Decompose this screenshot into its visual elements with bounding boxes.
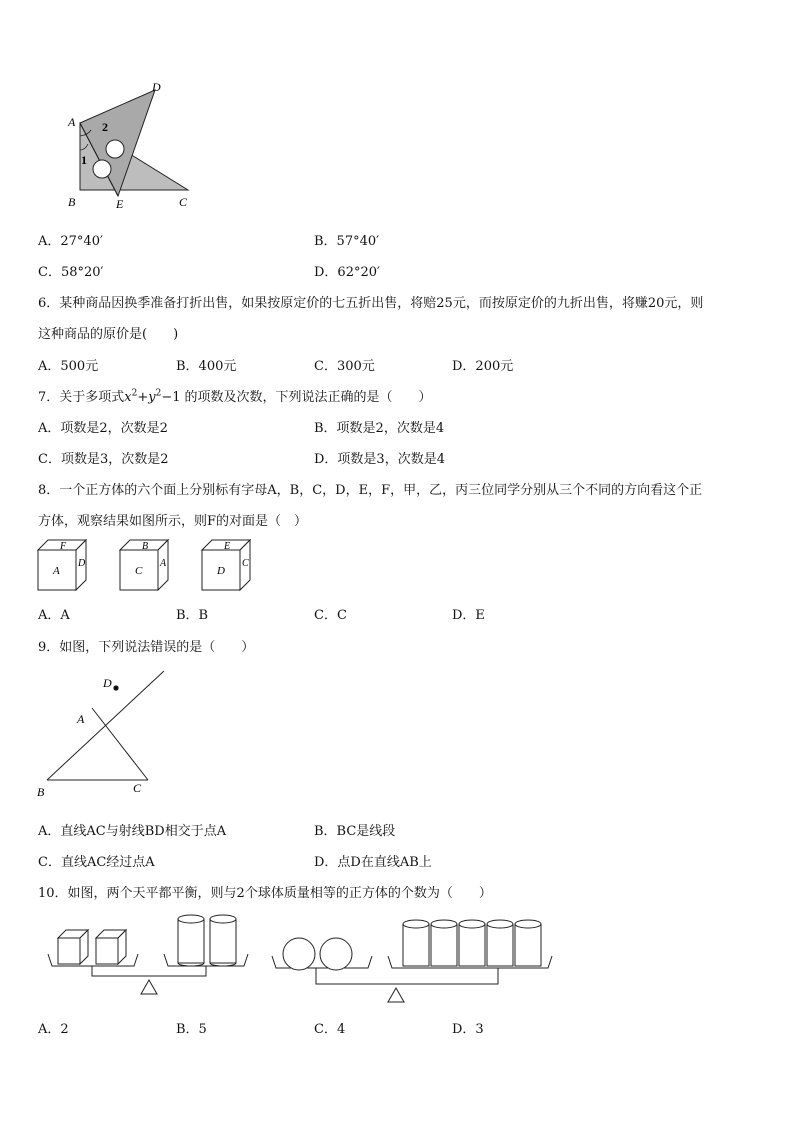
q8-cube3-front: D [217,565,225,577]
q8-stem-line2: 方体，观察结果如图所示，则F的对面是（ ） [38,514,308,529]
q5-label-E: E [116,197,124,211]
q6-option-d[interactable]: D．200元 [452,359,514,374]
q10-option-b[interactable]: B．5 [176,1022,207,1037]
q7-minus-one: −1 [161,390,181,405]
q7-exp-1: 2 [131,388,138,399]
q9-option-a[interactable]: A．直线AC与射线BD相交于点A [38,824,227,839]
q6-option-c[interactable]: C．300元 [314,359,375,374]
q10-cylinder-3 [403,920,429,966]
q7-option-a[interactable]: A．项数是2，次数是2 [38,421,168,436]
q7-option-d[interactable]: D．项数是3，次数是4 [314,452,445,467]
q5-label-D: D [152,80,161,94]
q7-exp-2: 2 [155,388,162,399]
q10-sphere-2 [320,938,352,970]
q5-option-b[interactable]: B．57°40′ [314,234,380,249]
q7-stem-pre: 7．关于多项式 [38,390,125,405]
q5-label-C: C [179,195,188,209]
q8-cube2-front: C [135,565,143,577]
q8-option-b[interactable]: B．B [176,608,209,623]
q8-cube1-top: F [60,541,67,552]
q10-cylinder-4 [431,920,457,966]
q10-cube-2 [96,930,126,964]
q8-cube2-top: B [142,541,149,552]
q10-cylinder-5 [459,920,485,966]
q10-option-d[interactable]: D．3 [452,1022,484,1037]
q9-stem: 9．如图，下列说法错误的是（ ） [38,640,255,655]
q5-label-B: B [68,195,76,209]
q9-option-c[interactable]: C．直线AC经过点A [38,855,155,870]
q6-stem-line1: 6．某种商品因换季准备打折出售，如果按原定价的七五折出售，将赔25元，而按原定价的九折出售，将赚20元，则 [38,296,704,311]
q8-cube-3 [202,540,250,590]
q9-option-b[interactable]: B．BC是线段 [314,824,396,839]
q10-balance-2 [268,908,558,1004]
q9-label-C: C [133,781,142,795]
q10-balance-1 [44,908,254,1000]
q8-cube1-front: A [53,565,60,577]
q8-cube3-right: C [242,558,249,569]
q5-option-d[interactable]: D．62°20′ [314,265,380,280]
q10-cylinder-7 [515,920,541,966]
q7-plus: + [137,390,149,405]
q7-option-c[interactable]: C．项数是3，次数是2 [38,452,169,467]
q10-cube-1 [58,930,88,964]
q8-stem-line1: 8．一个正方体的六个面上分别标有字母A，B，C，D，E，F，甲，乙，丙三位同学分别从三个不同的方向看这个正 [38,483,703,498]
q9-label-D: D [103,676,112,690]
q8-cube-2 [120,540,168,590]
q5-label-A: A [68,115,76,129]
q10-cylinder-1 [178,915,204,966]
q7-var-x: x [124,390,132,405]
q7-stem-post: 的项数及次数，下列说法正确的是（ ） [184,390,432,405]
q5-option-a[interactable]: A．27°40′ [38,234,103,249]
q8-option-d[interactable]: D．E [452,608,485,623]
q8-cube3-top: E [224,541,231,552]
q8-cube-1 [38,540,86,590]
q8-cubes-figure [36,536,266,594]
q9-label-B: B [37,785,45,799]
q5-triangle-figure [55,78,215,213]
q10-cylinder-2 [210,915,236,966]
q8-cube2-right: A [160,558,167,569]
q8-option-a[interactable]: A．A [38,608,70,623]
q7-var-y: y [148,390,156,405]
q6-stem-line2: 这种商品的原价是( ) [38,327,179,342]
q5-label-n2: 2 [102,120,108,134]
q5-label-n1: 1 [81,153,87,167]
q9-triangle-figure [34,668,184,803]
q10-cylinder-6 [487,920,513,966]
q6-option-a[interactable]: A．500元 [38,359,99,374]
q7-stem [38,386,432,405]
q10-option-a[interactable]: A．2 [38,1022,69,1037]
q9-option-d[interactable]: D．点D在直线AB上 [314,855,432,870]
q8-option-c[interactable]: C．C [314,608,347,623]
q6-option-b[interactable]: B．400元 [176,359,237,374]
q8-cube1-right: D [78,558,86,569]
q5-option-c[interactable]: C．58°20′ [38,265,104,280]
q10-stem: 10．如图，两个天平都平衡，则与2个球体质量相等的正方体的个数为（ ） [38,886,492,901]
q9-label-A: A [77,712,85,726]
q7-option-b[interactable]: B．项数是2，次数是4 [314,421,445,436]
q10-option-c[interactable]: C．4 [314,1022,346,1037]
q10-sphere-1 [283,938,315,970]
